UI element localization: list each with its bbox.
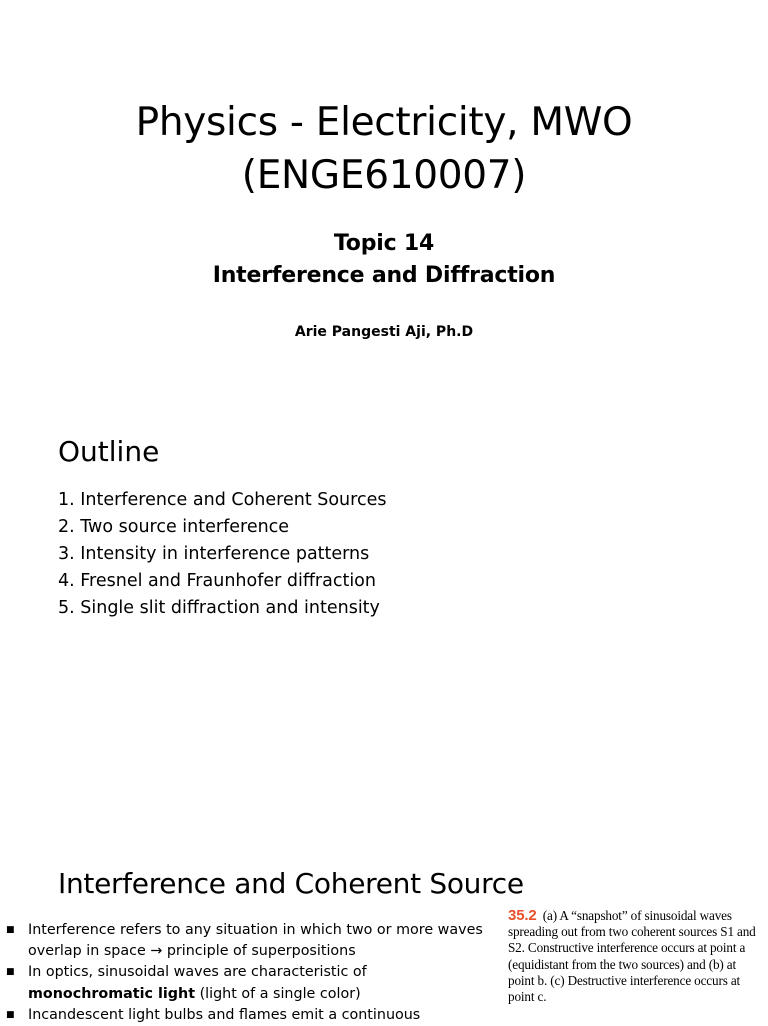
author-name: Arie Pangesti Aji, Ph.D (294, 324, 474, 340)
figure-number: 35.2 (508, 907, 537, 924)
square-bullet-icon: ■ (6, 925, 15, 935)
topic-number: Topic 14 (333, 231, 435, 256)
bullet-text: Interference refers to any situation in which two or more waves overlap in space → principle of superpositions (28, 922, 483, 960)
outline-item: 2. Two source interference (58, 517, 290, 537)
outline-list (58, 487, 386, 622)
outline-item: 1. Interference and Coherent Sources (58, 490, 387, 510)
outline-item: 5. Single slit diffraction and intensity (58, 598, 380, 618)
bullet-item (6, 920, 490, 962)
figure-caption-text: (a) A “snapshot” of sinusoidal waves spreading out from two coherent sources S1 and S2. Constructive interference occurs at point a (equidistant from the two sources) and (b) at point b. (c) Destructive interference occurs at point c. (508, 908, 756, 1005)
bullet-text: (light of a single color) (195, 985, 361, 1002)
slide-title-line1: Physics - Electricity, MWO (135, 100, 633, 145)
section-heading: Interference and Coherent Source (58, 867, 524, 900)
bullet-bold-term: monochromatic light (28, 985, 196, 1002)
bullet-item (6, 1005, 490, 1026)
square-bullet-icon: ■ (6, 967, 15, 978)
outline-heading: Outline (58, 435, 160, 468)
slide-title-line2: (ENGE610007) (241, 153, 527, 198)
outline-item: 4. Fresnel and Fraunhofer diffraction (58, 571, 376, 591)
bullet-item (6, 962, 490, 1004)
figure-caption (508, 908, 764, 1005)
bullet-text: In optics, sinusoidal waves are characteristic of (28, 964, 367, 981)
outline-item: 3. Intensity in interference patterns (58, 544, 370, 564)
square-bullet-icon: ■ (6, 1009, 15, 1020)
bullet-list (6, 920, 490, 1026)
bullet-text: Incandescent light bulbs and flames emit a continuous (28, 1006, 421, 1023)
topic-title: Interference and Diffraction (212, 263, 556, 288)
